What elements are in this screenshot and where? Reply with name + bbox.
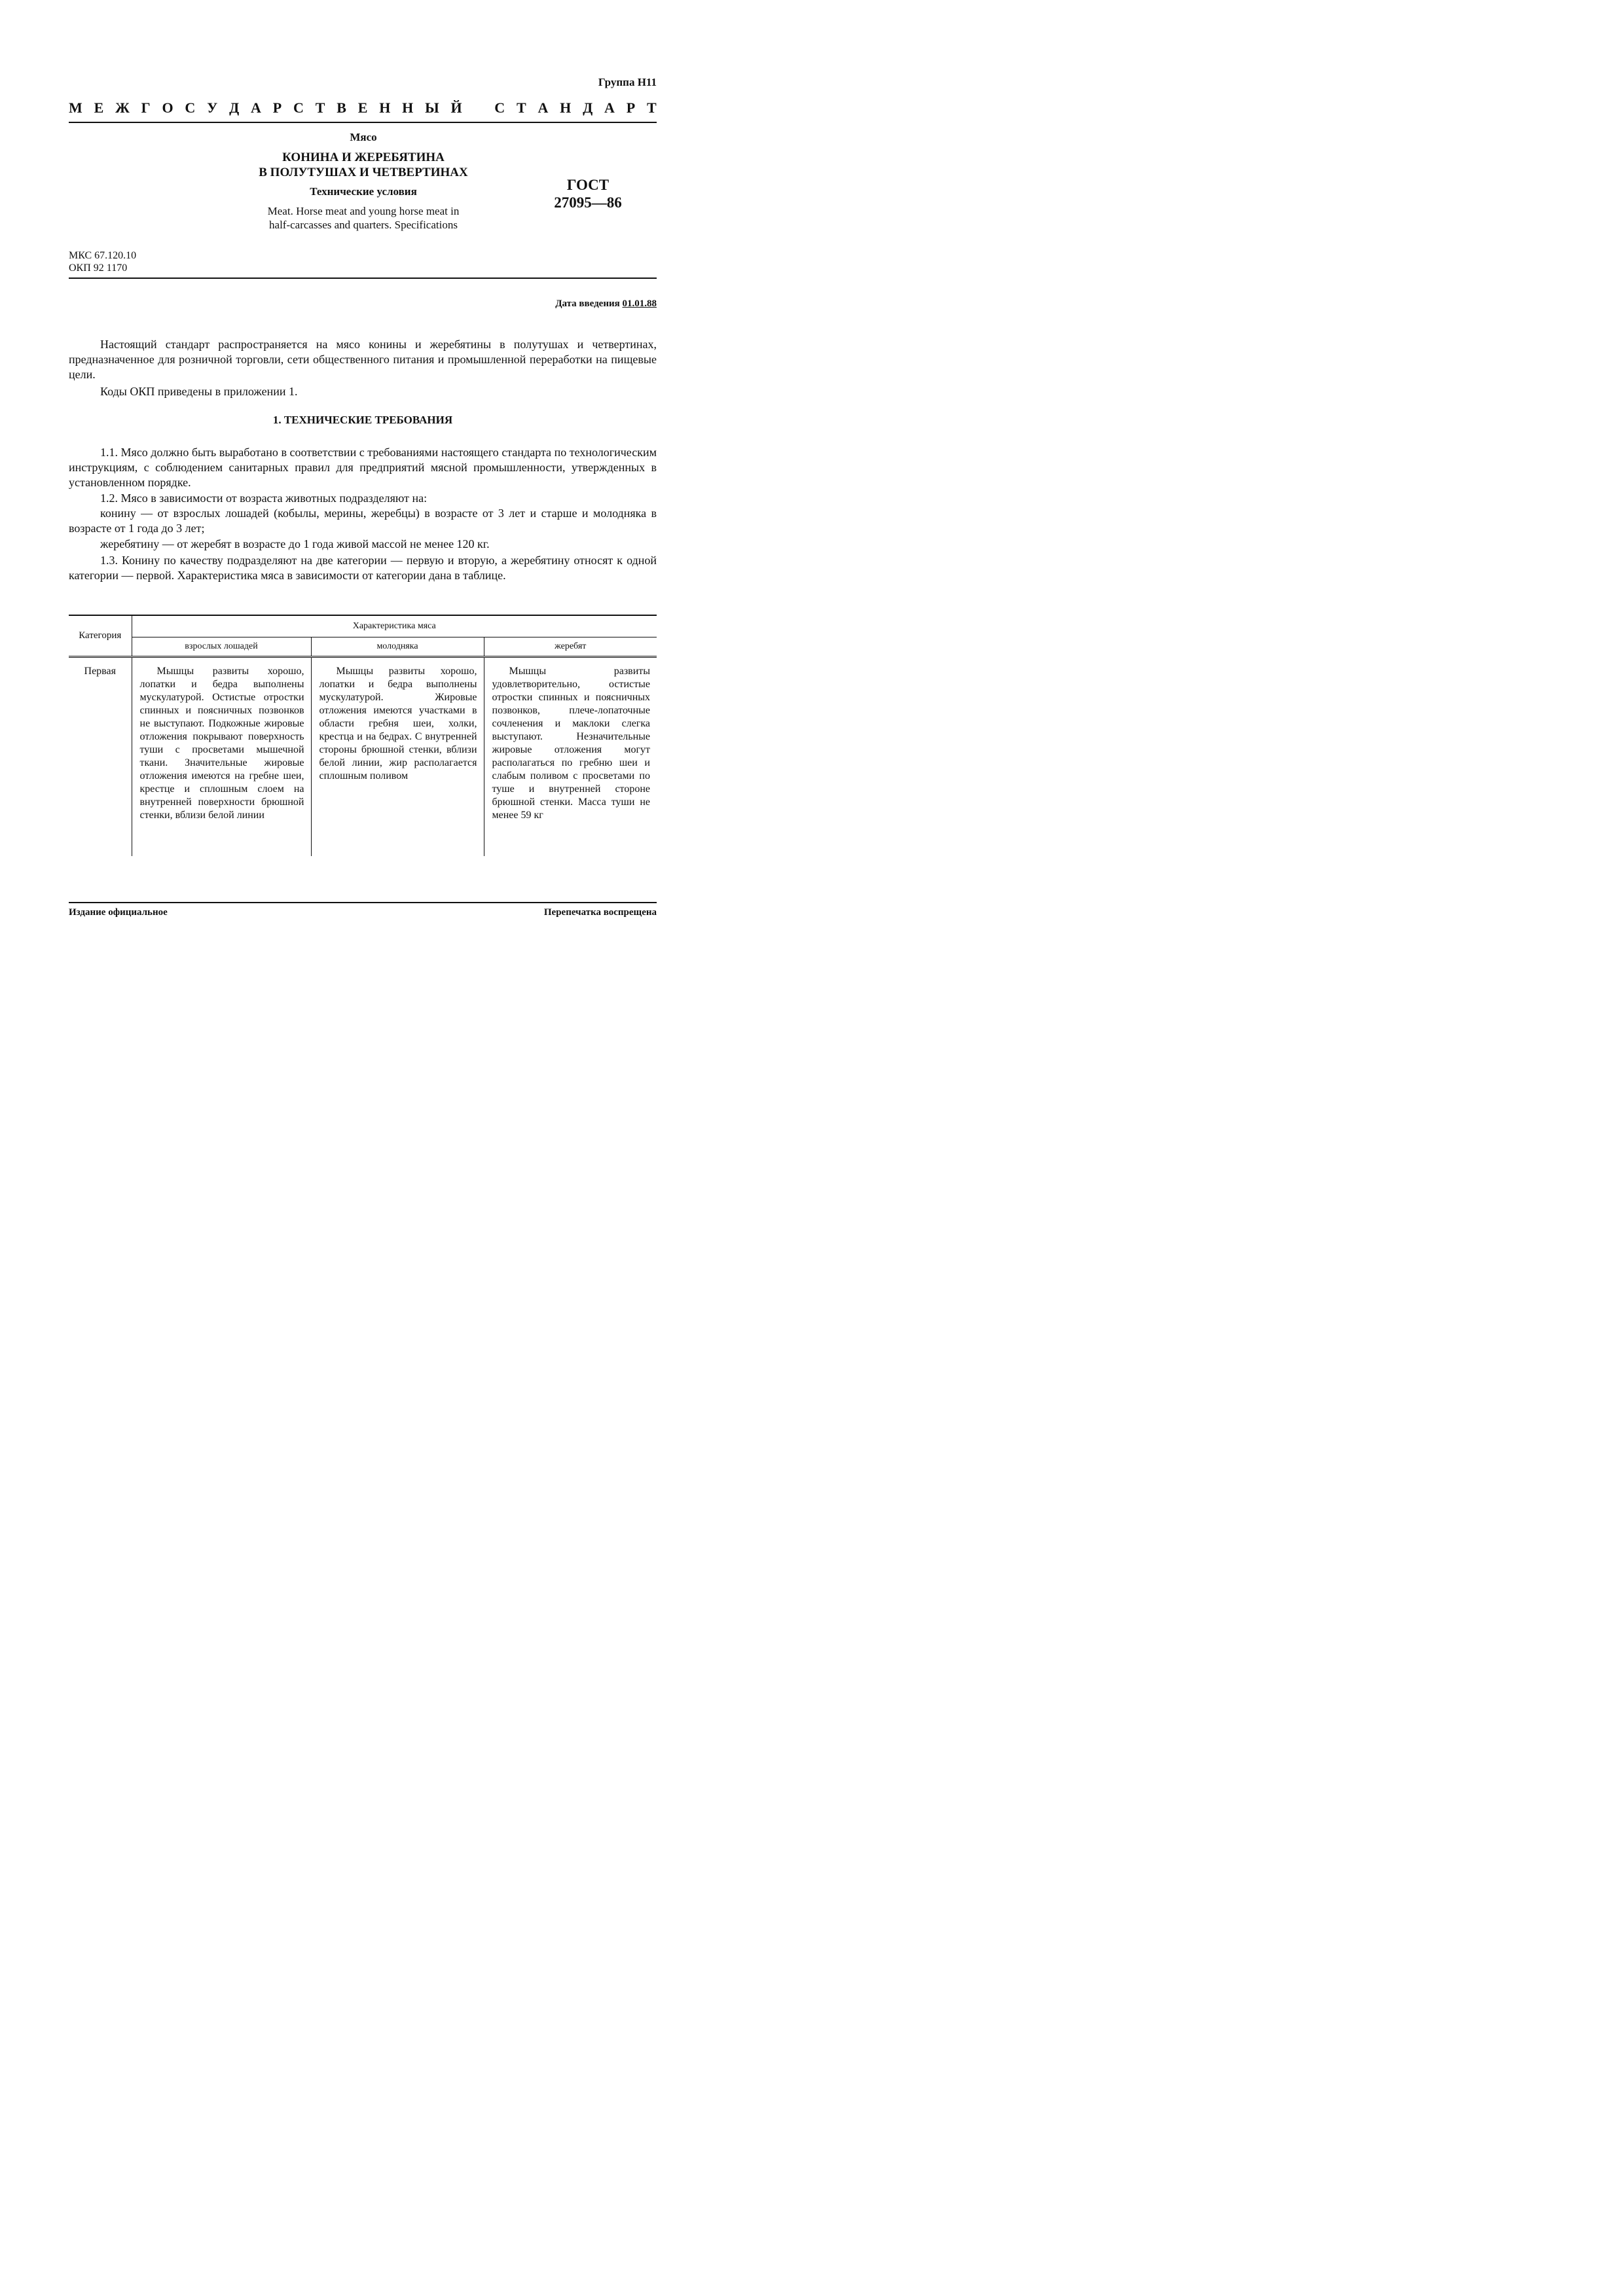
banner-gap [473, 99, 483, 117]
clause-1-3: 1.3. Конину по качеству подразделяют на две категории — первую и вторую, а жеребятину относят к одной категории — первой. Характеристика мяса в зависимости от категории дана в таблице. [69, 554, 657, 582]
banner-letter: Н [402, 99, 414, 116]
intro-paragraph: Настоящий стандарт распространяется на мясо конины и жеребятины в полутушах и четвертинах, предназначенное для розничной торговли, сети общественного питания и промышленной переработки на пищевые цели. [69, 338, 657, 381]
okp-note: Коды ОКП приведены в приложении 1. [100, 385, 298, 398]
banner-letter: С [293, 99, 304, 116]
document-title [131, 150, 596, 180]
banner-letter: С [185, 99, 196, 116]
introduction-date [555, 298, 657, 310]
banner-letter: Т [516, 99, 526, 116]
clause-1-2-foal: жеребятину — от жеребят в возрасте до 1 года живой массой не менее 120 кг. [100, 537, 490, 550]
mks-code: МКС 67.120.10 [69, 250, 137, 261]
classification-codes [69, 249, 136, 274]
banner-letter: Е [357, 99, 368, 116]
english-title [131, 204, 596, 232]
gost-code: 27095—86 [554, 194, 622, 211]
footer-official-edition: Издание официальное [69, 907, 168, 918]
document-subtitle: Технические условия [310, 185, 417, 198]
banner-letter: Т [315, 99, 325, 116]
header-characteristics: Характеристика мяса [132, 615, 657, 637]
banner-letter: М [69, 99, 82, 116]
standard-banner [69, 99, 657, 117]
date-value: 01.01.88 [622, 298, 657, 309]
english-title-line-1: Meat. Horse meat and young horse meat in [267, 205, 460, 217]
meat-characteristics-table [69, 615, 657, 856]
banner-letter: Г [141, 99, 151, 116]
footer-rule [69, 902, 657, 903]
date-label: Дата введения [555, 298, 620, 309]
title-line-1: КОНИНА И ЖЕРЕБЯТИНА [282, 151, 445, 164]
clause-1-2: 1.2. Мясо в зависимости от возраста животных подразделяют на: [100, 492, 428, 505]
banner-letter: Д [229, 99, 240, 116]
banner-letter: Д [583, 99, 593, 116]
cell-young-horses: Мышцы развиты хорошо, лопатки и бедра выполнены мускулатурой. Жировые отложения имеются участками в области гребня шеи, холки, крестца и на бедрах. С внутренней стороны брюшной стенки, вблизи белой линии, жир располагается сплошным поливом [311, 656, 484, 856]
section-heading: 1. ТЕХНИЧЕСКИЕ ТРЕБОВАНИЯ [272, 414, 453, 426]
banner-letter: Е [94, 99, 104, 116]
okp-code: ОКП 92 1170 [69, 262, 128, 274]
banner-letter: Ж [115, 99, 130, 116]
footer-reprint-prohibited: Перепечатка воспрещена [543, 907, 657, 918]
header-foals: жеребят [484, 637, 657, 656]
banner-letter: Т [647, 99, 657, 116]
banner-letter: У [207, 99, 218, 116]
cell-foals: Мышцы развиты удовлетворительно, остистые отростки спинных и поясничных позвонков, плече-лопаточные сочленения и маклоки слегка выступают. Незначительные жировые отложения могут располагаться по гребню шеи и слабым поливом с просветами по туше и внутренней стороне брюшной стенки. Масса туши не менее 59 кг [484, 656, 657, 856]
banner-letter: А [604, 99, 615, 116]
cell-adult-horses: Мышцы развиты хорошо, лопатки и бедра выполнены мускулатурой. Остистые отростки спинных и поясничных позвонков не выступают. Подкожные жировые отложения покрывают поверхность туши с просветами мышечной ткани. Значительные жировые отложения имеются на гребне шеи, крестце и сплошным слоем на внутренней поверхности брюшной стенки, вблизи белой линии [132, 656, 311, 856]
banner-letter: О [162, 99, 173, 116]
gost-number [542, 176, 634, 211]
banner-letter: А [538, 99, 549, 116]
header-rule [69, 278, 657, 279]
table-row [69, 656, 657, 856]
banner-letter: Й [450, 99, 462, 116]
banner-letter: В [337, 99, 346, 116]
banner-letter: С [494, 99, 505, 116]
group-label: Группа Н11 [598, 76, 657, 88]
banner-letter: Р [626, 99, 636, 116]
banner-letter: Р [272, 99, 282, 116]
header-young-horses: молодняка [311, 637, 484, 656]
english-title-line-2: half-carcasses and quarters. Specifications [269, 219, 458, 231]
header-category: Категория [69, 615, 132, 656]
clause-1-2-horse: конину — от взрослых лошадей (кобылы, мерины, жеребцы) в возрасте от 3 лет и старше и молодняка в возрасте от 1 года до 3 лет; [69, 507, 657, 535]
banner-letter: Н [560, 99, 572, 116]
banner-letter: А [251, 99, 261, 116]
banner-rule [69, 122, 657, 123]
clause-1-1: 1.1. Мясо должно быть выработано в соответствии с требованиями настоящего стандарта по технологическим инструкциям, с соблюдением санитарных правил для предприятий мясной промышленности, утвержденных в установленном порядке. [69, 446, 657, 489]
product-category: Мясо [350, 131, 377, 143]
banner-letter: Ы [425, 99, 439, 116]
banner-letter: Н [379, 99, 391, 116]
gost-label: ГОСТ [566, 177, 610, 193]
title-line-2: В ПОЛУТУШАХ И ЧЕТВЕРТИНАХ [259, 166, 468, 179]
row-category: Первая [84, 665, 116, 677]
header-adult-horses: взрослых лошадей [132, 637, 311, 656]
